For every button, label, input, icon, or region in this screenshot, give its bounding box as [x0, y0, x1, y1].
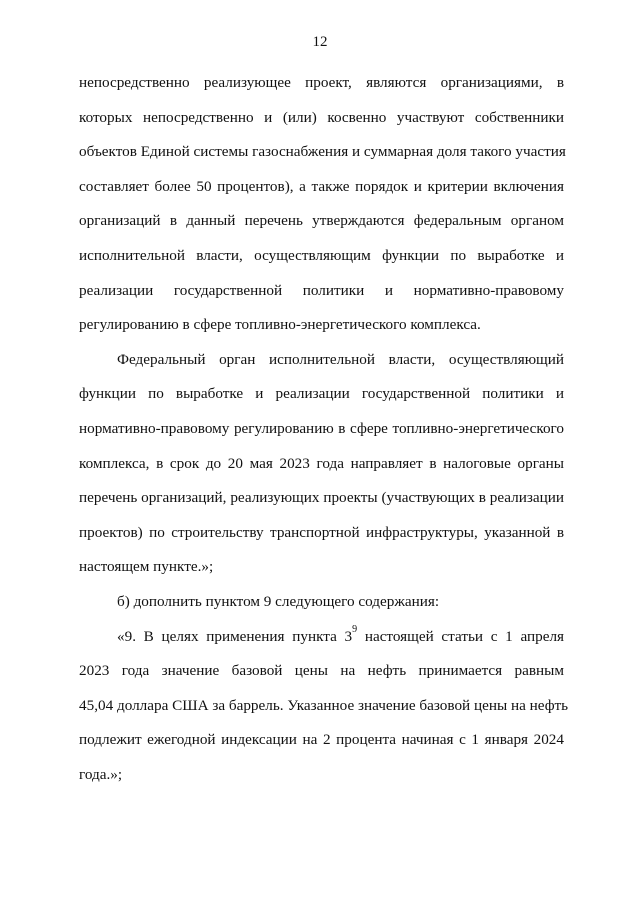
- text-line: организаций в данный перечень утверждаются федеральным органом: [79, 212, 564, 230]
- text-line: 2023 года значение базовой цены на нефть принимается равным: [79, 662, 564, 680]
- text-line: регулированию в сфере топливно-энергетического комплекса.: [79, 316, 481, 334]
- text-line: [79, 620, 564, 655]
- text-line: функции по выработке и реализации государственной политики и: [79, 385, 564, 403]
- text-line: комплекса, в срок до 20 мая 2023 года направляет в налоговые органы: [79, 454, 564, 472]
- text-line: б) дополнить пунктом 9 следующего содержания:: [117, 592, 440, 610]
- text-line: настоящем пункте.»;: [79, 558, 214, 576]
- text-line: 45,04 доллара США за баррель. Указанное значение базовой цены на нефть: [79, 696, 569, 714]
- text-line: непосредственно реализующее проект, являются организациями, в: [79, 74, 564, 91]
- text-line: нормативно-правовому регулированию в сфере топливно-энергетического: [79, 419, 564, 437]
- text-line: года.»;: [79, 765, 123, 783]
- paragraph-1: [79, 66, 564, 343]
- text-segment: «9. В целях применения пункта 3: [117, 627, 353, 645]
- paragraph-4: [79, 620, 569, 793]
- text-line: исполнительной власти, осуществляющим функции по выработке и: [79, 246, 564, 264]
- paragraph-2: [79, 343, 564, 585]
- text-line: подлежит ежегодной индексации на 2 процента начиная с 1 января 2024: [79, 731, 564, 749]
- text-line: составляет более 50 процентов), а также порядок и критерии включения: [79, 177, 564, 195]
- document-body: [79, 66, 569, 792]
- paragraph-3: [79, 585, 564, 620]
- text-line: Федеральный орган исполнительной власти, осуществляющий: [117, 350, 564, 368]
- page-number: 12: [312, 34, 328, 50]
- text-line: реализации государственной политики и нормативно-правовому: [79, 281, 564, 299]
- text-line: перечень организаций, реализующих проекты (участвующих в реализации: [79, 489, 564, 507]
- text-line: проектов) по строительству транспортной инфраструктуры, указанной в: [79, 523, 564, 541]
- text-line: объектов Единой системы газоснабжения и суммарная доля такого участия: [79, 143, 566, 161]
- text-segment: настоящей статьи с 1 апреля: [357, 627, 565, 645]
- text-line: которых непосредственно и (или) косвенно участвуют собственники: [79, 108, 564, 126]
- superscript: 9: [352, 624, 358, 636]
